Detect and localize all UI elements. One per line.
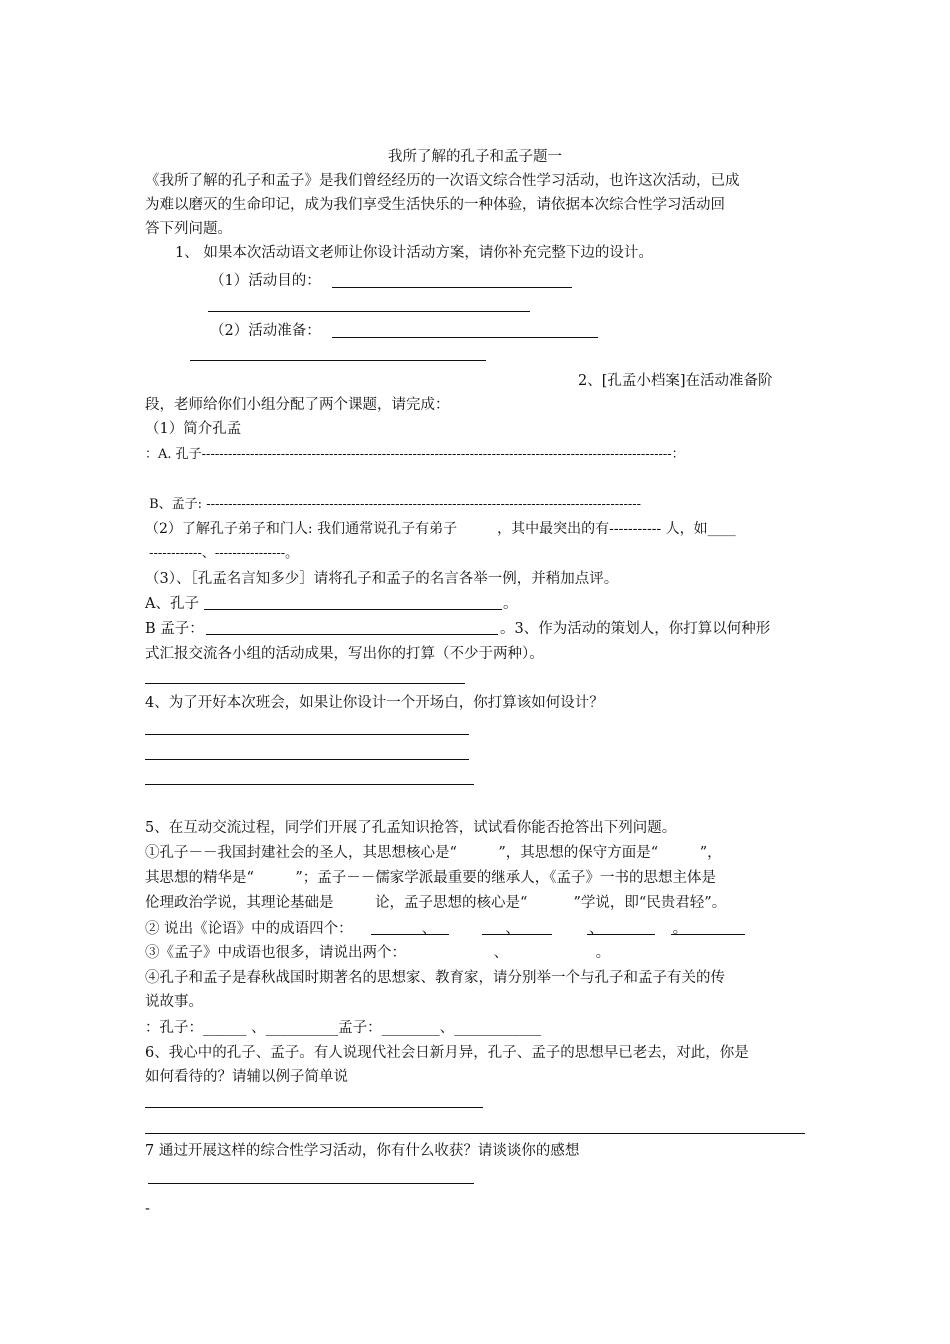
question-2-line-1: 2、[孔孟小档案]在活动准备阶	[578, 373, 773, 389]
prep-answer-line-2[interactable]	[190, 360, 486, 361]
question-5-item-1-line-1: ①孔子－－我国封建社会的圣人，其思想核心是“ ”，其思想的保守方面是“ ”，	[145, 845, 722, 861]
question-4-answer-line-2[interactable]	[145, 759, 469, 760]
mencius-intro-line[interactable]: B、孟子: ---------------------------------------------------------------------------------------------------	[145, 497, 642, 512]
question-2-sub-2-line-2: ------------、----------------。	[145, 546, 299, 561]
question-3-line-2: 式汇报交流各小组的活动成果，写出你的打算（不少于两种）。	[145, 646, 544, 662]
question-6-answer-line-1[interactable]	[145, 1107, 483, 1108]
question-7-answer-line[interactable]	[148, 1183, 474, 1184]
question-5-item-4-answer[interactable]: ：孔子：______ 、__________孟子：________、____________	[145, 1020, 542, 1036]
question-4-answer-line-1[interactable]	[145, 734, 469, 735]
question-7: 7 通过开展这样的综合性学习活动，你有什么收获？请谈谈你的感想	[145, 1143, 580, 1159]
purpose-answer-line[interactable]	[332, 287, 572, 288]
question-5-item-1-line-2: 其思想的精华是“ ”；孟子－－儒家学派最重要的继承人，《孟子》一书的思想主体是	[145, 870, 717, 886]
confucius-quote-line[interactable]	[204, 609, 502, 610]
prep-answer-line[interactable]	[332, 337, 598, 338]
mencius-quote-label: B 孟子：	[145, 621, 204, 637]
document-title: 我所了解的孔子和孟子题一	[388, 149, 562, 165]
question-6-line-1: 6、我心中的孔子、孟子。有人说现代社会日新月异，孔子、孟子的思想早已老去，对此，你是	[145, 1045, 749, 1061]
question-6-line-2: 如何看待的？请辅以例子简单说	[145, 1069, 348, 1085]
question-5-item-4-line-2: 说故事。	[145, 994, 203, 1010]
question-4-answer-line-3[interactable]	[145, 784, 474, 785]
idiom-blank-1[interactable]	[371, 934, 449, 935]
purpose-answer-line-2[interactable]	[208, 311, 530, 312]
question-2-line-2: 段，老师给你们小组分配了两个课题，请完成：	[145, 397, 450, 413]
confucius-quote-end: 。	[503, 596, 518, 612]
prep-label: （2）活动准备：	[210, 323, 321, 339]
question-2-sub-3: （3）、［孔孟名言知多少］请将孔子和孟子的名言各举一例，并稍加点评。	[145, 571, 619, 587]
question-5-item-2: ② 说出《论语》中的成语四个： 、 、 、 。	[145, 921, 688, 937]
idiom-blank-3[interactable]	[587, 934, 655, 935]
question-5-item-3: ③《孟子》中成语也很多，请说出两个： 、 。	[145, 945, 611, 961]
question-5: 5、在互动交流过程，同学们开展了孔孟知识抢答，试试看你能否抢答出下列问题。	[145, 820, 677, 836]
footer-mark: -	[145, 1201, 150, 1217]
question-5-item-4-line-1: ④孔子和孟子是春秋战国时期著名的思想家、教育家，请分别举一个与孔子和孟子有关的传	[145, 970, 725, 986]
intro-line-3: 答下列问题。	[145, 221, 232, 237]
question-2-sub-2-line-1: （2）了解孔子弟子和门人: 我们通常说孔子有弟子 ，其中最突出的有----------- 人，如____	[145, 521, 736, 537]
question-2-sub-1: （1）简介孔孟	[145, 421, 242, 437]
question-3-line-1: 。3、作为活动的策划人，你打算以何种形	[500, 621, 771, 637]
intro-line-1: 《我所了解的孔子和孟子》是我们曾经经历的一次语文综合性学习活动，也许这次活动，已成	[145, 173, 740, 189]
intro-line-2: 为难以磨灭的生命印记，成为我们享受生活快乐的一种体验，请依据本次综合性学习活动回	[145, 197, 725, 213]
idiom-blank-2[interactable]	[482, 934, 552, 935]
purpose-label: （1）活动目的：	[210, 273, 321, 289]
question-3-answer-line[interactable]	[145, 683, 465, 684]
question-1: 1、 如果本次活动语文老师让你设计活动方案，请你补充完整下边的设计。	[175, 245, 653, 261]
idiom-blank-4[interactable]	[671, 934, 745, 935]
question-4: 4、为了开好本次班会，如果让你设计一个开场白，你打算该如何设计？	[145, 695, 604, 711]
question-6-answer-line-2[interactable]	[145, 1133, 805, 1134]
question-5-item-1-line-3: 伦理政治学说，其理论基础是 论，孟子思想的核心是“ ”学说，即“民贵君轻”。	[145, 895, 727, 911]
confucius-quote-label: A、孔子	[145, 596, 199, 612]
mencius-quote-line[interactable]	[206, 634, 498, 635]
confucius-intro-line[interactable]: ：A. 孔子-----------------------------------------------------------------------------------------------------------：	[145, 447, 685, 462]
